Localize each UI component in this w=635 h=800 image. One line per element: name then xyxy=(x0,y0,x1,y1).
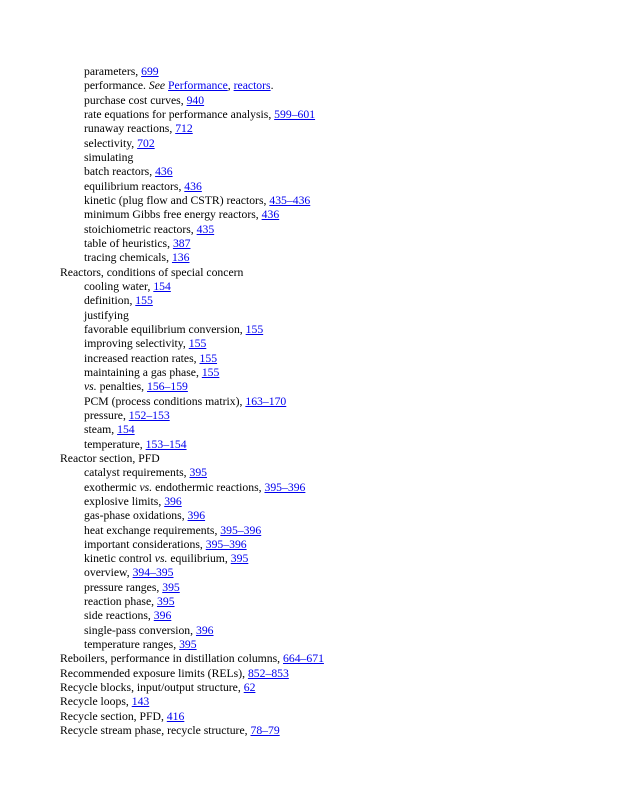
italic-text: vs. xyxy=(84,380,97,394)
page-reference-link[interactable]: 395 xyxy=(157,595,175,609)
page-reference-link[interactable]: 436 xyxy=(184,179,202,193)
entry-text: runaway reactions, xyxy=(84,122,176,136)
entry-text: , xyxy=(227,79,234,93)
index-entry-sub xyxy=(0,309,635,323)
page-reference-link[interactable]: 852–853 xyxy=(247,666,289,680)
page-reference-link[interactable]: 163–170 xyxy=(245,394,287,408)
index-entry-sub xyxy=(0,223,635,237)
entry-text: single-pass conversion, xyxy=(84,623,196,637)
entry-text: Recycle loops, xyxy=(60,695,132,709)
index-entry-sub xyxy=(0,423,635,437)
page-reference-link[interactable]: 153–154 xyxy=(145,437,187,451)
page-reference-link[interactable]: 699 xyxy=(141,65,159,78)
page-reference-link[interactable]: 78–79 xyxy=(250,724,280,738)
entry-text: performance. xyxy=(84,79,149,93)
entry-text: table of heuristics, xyxy=(84,236,173,250)
index-entry-sub xyxy=(0,137,635,151)
entry-text: justifying xyxy=(84,308,129,322)
entry-text: maintaining a gas phase, xyxy=(84,365,202,379)
index-entry-main xyxy=(0,266,635,280)
index-entry-sub xyxy=(0,237,635,251)
index-entry-sub xyxy=(0,108,635,122)
index-entry-sub xyxy=(0,151,635,165)
page-reference-link[interactable]: 62 xyxy=(243,681,256,695)
index-entry-sub xyxy=(0,481,635,495)
index-entry-sub xyxy=(0,122,635,136)
entry-text: purchase cost curves, xyxy=(84,93,187,107)
entry-text: equilibrium, xyxy=(167,552,231,566)
entry-text: equilibrium reactors, xyxy=(84,179,185,193)
index-entry-sub xyxy=(0,165,635,179)
index-entry-sub xyxy=(0,509,635,523)
page-reference-link[interactable]: 395 xyxy=(230,552,249,566)
index-entry-sub xyxy=(0,495,635,509)
entry-text: favorable equilibrium conversion, xyxy=(84,322,246,336)
entry-text: rate equations for performance analysis, xyxy=(84,107,275,121)
entry-text: reaction phase, xyxy=(84,595,158,609)
entry-text: cooling water, xyxy=(84,279,154,293)
entry-text: kinetic (plug flow and CSTR) reactors, xyxy=(84,193,270,207)
index-entry-main xyxy=(0,724,635,738)
page-reference-link[interactable]: 143 xyxy=(131,695,150,709)
entry-text: heat exchange requirements, xyxy=(84,523,221,537)
entry-text: selectivity, xyxy=(84,136,138,150)
page-reference-link[interactable]: 154 xyxy=(153,279,171,293)
page-reference-link[interactable]: 435 xyxy=(196,222,215,236)
page-reference-link[interactable]: 396 xyxy=(187,509,206,523)
entry-text: steam, xyxy=(84,423,118,437)
page-reference-link[interactable]: 395–396 xyxy=(264,480,306,494)
index-entry-sub xyxy=(0,65,635,79)
index-entry-sub xyxy=(0,395,635,409)
index-entry-sub xyxy=(0,609,635,623)
index-entry-sub xyxy=(0,337,635,351)
page-reference-link[interactable]: 155 xyxy=(199,351,218,365)
index-entry-main xyxy=(0,710,635,724)
page-reference-link[interactable]: Performance xyxy=(168,79,228,93)
italic-text: vs. xyxy=(139,480,153,494)
entry-text: Reactors, conditions of special concern xyxy=(60,265,244,279)
index-entry-sub xyxy=(0,595,635,609)
page-reference-link[interactable]: reactors xyxy=(233,79,271,93)
entry-text: Reactor section, PFD xyxy=(60,451,160,465)
entry-text: important considerations, xyxy=(84,537,206,551)
entry-text: parameters, xyxy=(84,65,142,78)
page-reference-link[interactable]: 155 xyxy=(135,294,153,308)
entry-text: Recommended exposure limits (RELs), xyxy=(60,666,248,680)
entry-text: gas-phase oxidations, xyxy=(84,509,188,523)
page-reference-link[interactable]: 152–153 xyxy=(128,408,170,422)
index-entry-sub xyxy=(0,79,635,93)
entry-text: overview, xyxy=(84,566,133,580)
page-reference-link[interactable]: 416 xyxy=(166,709,185,723)
entry-text: improving selectivity, xyxy=(84,337,189,351)
index-entry-sub xyxy=(0,94,635,108)
entry-text: catalyst requirements, xyxy=(84,466,190,480)
index-entry-sub xyxy=(0,323,635,337)
index-entry-sub xyxy=(0,294,635,308)
entry-text: . xyxy=(270,79,274,93)
index-entry-main xyxy=(0,452,635,466)
index-entry-main xyxy=(0,695,635,709)
entry-text: stoichiometric reactors, xyxy=(84,222,197,236)
index-entry-main xyxy=(0,667,635,681)
index-entry-main xyxy=(0,652,635,666)
page-reference-link[interactable]: 395 xyxy=(189,466,208,480)
page-reference-link[interactable]: 136 xyxy=(171,251,190,265)
page-reference-link[interactable]: 155 xyxy=(245,322,264,336)
index-entry-sub xyxy=(0,380,635,394)
index-entry-sub xyxy=(0,524,635,538)
page-reference-link[interactable]: 387 xyxy=(172,236,191,250)
page-reference-link[interactable]: 394–395 xyxy=(132,566,174,580)
page-reference-link[interactable]: 396 xyxy=(164,494,182,508)
entry-text: Recycle blocks, input/output structure, xyxy=(60,681,244,695)
page-reference-link[interactable]: 664–671 xyxy=(283,652,324,666)
index-entry-sub xyxy=(0,208,635,222)
page-reference-link[interactable]: 395–396 xyxy=(220,523,262,537)
index-entry-sub xyxy=(0,624,635,638)
page-reference-link[interactable]: 712 xyxy=(175,122,193,136)
page-reference-link[interactable]: 395–396 xyxy=(205,537,247,551)
entry-text: Recycle section, PFD, xyxy=(60,709,167,723)
index-entry-sub xyxy=(0,466,635,480)
page-reference-link[interactable]: 435–436 xyxy=(269,193,311,207)
page-reference-link[interactable]: 436 xyxy=(261,208,280,222)
index-entry-sub xyxy=(0,280,635,294)
page-reference-link[interactable]: 702 xyxy=(137,136,155,150)
entry-text: exothermic xyxy=(84,480,140,494)
entry-text: kinetic control xyxy=(84,552,155,566)
index-entry-sub xyxy=(0,366,635,380)
index-entry-sub xyxy=(0,409,635,423)
entry-text: endothermic reactions, xyxy=(152,480,265,494)
entry-text: Reboilers, performance in distillation columns, xyxy=(60,652,283,666)
entry-text: PCM (process conditions matrix), xyxy=(84,394,246,408)
index-entry-sub xyxy=(0,251,635,265)
index-entry-sub xyxy=(0,438,635,452)
entry-text: explosive limits, xyxy=(84,494,165,508)
page-reference-link[interactable]: 395 xyxy=(162,580,180,594)
entry-text: increased reaction rates, xyxy=(84,351,200,365)
page-reference-link[interactable]: 156–159 xyxy=(146,380,188,394)
index-page xyxy=(0,65,635,738)
italic-text: See xyxy=(148,79,166,93)
entry-text: pressure ranges, xyxy=(84,580,163,594)
entry-text: batch reactors, xyxy=(84,165,156,179)
entry-text: minimum Gibbs free energy reactors, xyxy=(84,208,262,222)
index-entry-main xyxy=(0,681,635,695)
entry-text: penalties, xyxy=(96,380,147,394)
entry-text: pressure, xyxy=(84,408,129,422)
entry-text: temperature ranges, xyxy=(84,638,180,652)
index-entry-sub xyxy=(0,352,635,366)
index-entry-sub xyxy=(0,638,635,652)
entry-text: temperature, xyxy=(84,437,146,451)
index-entry-sub xyxy=(0,581,635,595)
entry-text: definition, xyxy=(84,294,136,308)
entry-text: simulating xyxy=(84,150,134,164)
entry-text: Recycle stream phase, recycle structure, xyxy=(60,724,251,738)
page-reference-link[interactable]: 436 xyxy=(155,165,173,179)
italic-text: vs. xyxy=(154,552,168,566)
index-entry-sub xyxy=(0,180,635,194)
index-entry-sub xyxy=(0,194,635,208)
page-reference-link[interactable]: 155 xyxy=(188,337,207,351)
page-reference-link[interactable]: 154 xyxy=(117,423,135,437)
page-reference-link[interactable]: 599–601 xyxy=(274,107,316,121)
page-reference-link[interactable]: 395 xyxy=(179,638,197,652)
page-reference-link[interactable]: 396 xyxy=(195,623,214,637)
page-reference-link[interactable]: 396 xyxy=(153,609,172,623)
index-entry-sub xyxy=(0,566,635,580)
page-reference-link[interactable]: 155 xyxy=(201,365,220,379)
index-entry-sub xyxy=(0,552,635,566)
page-reference-link[interactable]: 940 xyxy=(186,93,205,107)
index-entry-sub xyxy=(0,538,635,552)
entry-text: side reactions, xyxy=(84,609,154,623)
entry-text: tracing chemicals, xyxy=(84,251,172,265)
